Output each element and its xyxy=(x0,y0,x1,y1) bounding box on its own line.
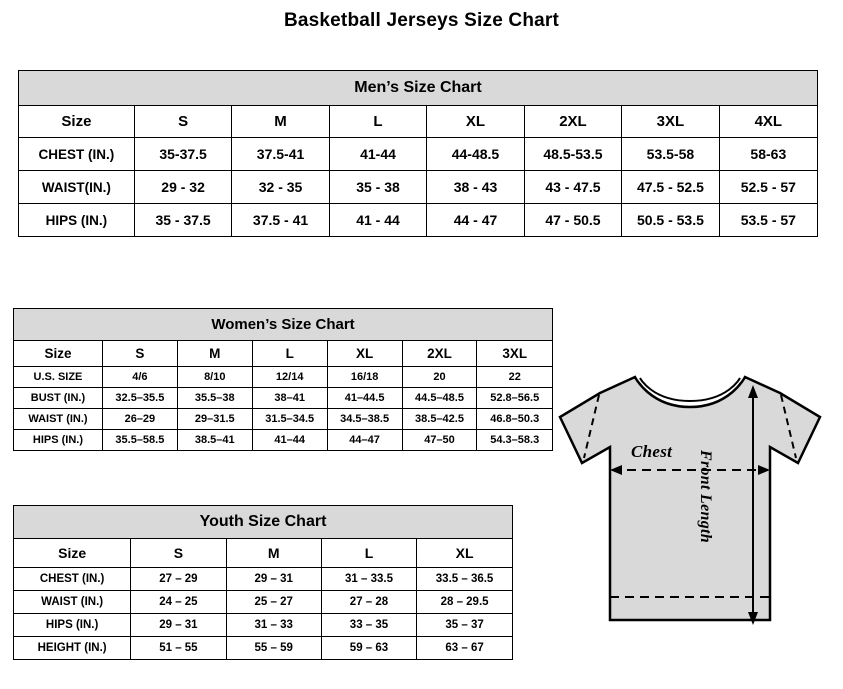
table-row xyxy=(14,591,513,614)
cell: 27 – 28 xyxy=(321,591,416,614)
cell: 55 – 59 xyxy=(226,637,321,660)
cell: 41–44.5 xyxy=(327,388,402,409)
youth-header-row xyxy=(14,539,513,568)
table-row xyxy=(19,171,818,204)
cell: 43 - 47.5 xyxy=(524,171,621,204)
cell: 37.5-41 xyxy=(232,138,329,171)
womens-col-header: L xyxy=(252,341,327,367)
cell: 44.5–48.5 xyxy=(402,388,477,409)
cell: 33 – 35 xyxy=(321,614,416,637)
cell: 44–47 xyxy=(327,430,402,451)
mens-chart-caption: Men’s Size Chart xyxy=(19,71,818,106)
page-title: Basketball Jerseys Size Chart xyxy=(283,10,560,31)
cell: 46.8–50.3 xyxy=(477,409,553,430)
mens-size-chart-table xyxy=(18,70,818,237)
cell: 31 – 33 xyxy=(226,614,321,637)
mens-col-header: 2XL xyxy=(524,106,621,138)
cell: 34.5–38.5 xyxy=(327,409,402,430)
mens-col-header: Size xyxy=(19,106,135,138)
youth-col-header: Size xyxy=(14,539,131,568)
cell: 31 – 33.5 xyxy=(321,568,416,591)
mens-chart-caption-row xyxy=(19,71,818,106)
cell: 35.5–38 xyxy=(177,388,252,409)
womens-header-row xyxy=(14,341,553,367)
womens-col-header: 3XL xyxy=(477,341,553,367)
cell: 33.5 – 36.5 xyxy=(417,568,513,591)
cell: 35 - 38 xyxy=(329,171,426,204)
womens-col-header: Size xyxy=(14,341,103,367)
cell: 4/6 xyxy=(102,367,177,388)
cell: 37.5 - 41 xyxy=(232,204,329,237)
row-label: HIPS (IN.) xyxy=(14,430,103,451)
mens-col-header: 3XL xyxy=(622,106,719,138)
cell: 8/10 xyxy=(177,367,252,388)
cell: 51 – 55 xyxy=(131,637,226,660)
table-row xyxy=(14,637,513,660)
cell: 32 - 35 xyxy=(232,171,329,204)
front-length-label: Front Length xyxy=(697,450,714,543)
row-label: WAIST (IN.) xyxy=(14,591,131,614)
youth-col-header: L xyxy=(321,539,416,568)
cell: 47 - 50.5 xyxy=(524,204,621,237)
cell: 53.5 - 57 xyxy=(719,204,817,237)
mens-col-header: S xyxy=(134,106,231,138)
cell: 59 – 63 xyxy=(321,637,416,660)
mens-col-header: M xyxy=(232,106,329,138)
womens-col-header: XL xyxy=(327,341,402,367)
cell: 26–29 xyxy=(102,409,177,430)
cell: 47–50 xyxy=(402,430,477,451)
cell: 38 - 43 xyxy=(427,171,524,204)
cell: 41–44 xyxy=(252,430,327,451)
cell: 52.8–56.5 xyxy=(477,388,553,409)
table-row xyxy=(19,204,818,237)
row-label: HIPS (IN.) xyxy=(19,204,135,237)
cell: 52.5 - 57 xyxy=(719,171,817,204)
womens-chart-caption-row xyxy=(14,309,553,341)
jersey-measurement-diagram xyxy=(540,365,840,665)
table-row xyxy=(14,367,553,388)
cell: 16/18 xyxy=(327,367,402,388)
youth-col-header: XL xyxy=(417,539,513,568)
mens-header-row xyxy=(19,106,818,138)
womens-col-header: S xyxy=(102,341,177,367)
youth-col-header: M xyxy=(226,539,321,568)
cell: 25 – 27 xyxy=(226,591,321,614)
cell: 38.5–42.5 xyxy=(402,409,477,430)
cell: 41 - 44 xyxy=(329,204,426,237)
cell: 54.3–58.3 xyxy=(477,430,553,451)
cell: 29 - 32 xyxy=(134,171,231,204)
table-row xyxy=(14,430,553,451)
table-row xyxy=(14,568,513,591)
mens-col-header: L xyxy=(329,106,426,138)
table-row xyxy=(14,409,553,430)
cell: 53.5-58 xyxy=(622,138,719,171)
cell: 35 - 37.5 xyxy=(134,204,231,237)
youth-col-header: S xyxy=(131,539,226,568)
row-label: HIPS (IN.) xyxy=(14,614,131,637)
cell: 35.5–58.5 xyxy=(102,430,177,451)
womens-chart-caption: Women’s Size Chart xyxy=(14,309,553,341)
cell: 29–31.5 xyxy=(177,409,252,430)
womens-size-chart-table xyxy=(13,308,553,451)
table-row xyxy=(14,388,553,409)
row-label: CHEST (IN.) xyxy=(19,138,135,171)
cell: 20 xyxy=(402,367,477,388)
cell: 58-63 xyxy=(719,138,817,171)
cell: 48.5-53.5 xyxy=(524,138,621,171)
cell: 63 – 67 xyxy=(417,637,513,660)
youth-chart-caption: Youth Size Chart xyxy=(14,506,513,539)
cell: 41-44 xyxy=(329,138,426,171)
row-label: HEIGHT (IN.) xyxy=(14,637,131,660)
cell: 31.5–34.5 xyxy=(252,409,327,430)
cell: 35 – 37 xyxy=(417,614,513,637)
womens-col-header: 2XL xyxy=(402,341,477,367)
row-label: WAIST(IN.) xyxy=(19,171,135,204)
cell: 12/14 xyxy=(252,367,327,388)
chest-label: Chest xyxy=(631,442,673,461)
youth-size-chart-table xyxy=(13,505,513,660)
cell: 32.5–35.5 xyxy=(102,388,177,409)
cell: 47.5 - 52.5 xyxy=(622,171,719,204)
jersey-outline xyxy=(560,377,820,620)
cell: 50.5 - 53.5 xyxy=(622,204,719,237)
cell: 28 – 29.5 xyxy=(417,591,513,614)
row-label: BUST (IN.) xyxy=(14,388,103,409)
cell: 24 – 25 xyxy=(131,591,226,614)
table-row xyxy=(14,614,513,637)
cell: 29 – 31 xyxy=(131,614,226,637)
mens-col-header: 4XL xyxy=(719,106,817,138)
youth-chart-caption-row xyxy=(14,506,513,539)
womens-col-header: M xyxy=(177,341,252,367)
row-label: CHEST (IN.) xyxy=(14,568,131,591)
cell: 27 – 29 xyxy=(131,568,226,591)
table-row xyxy=(19,138,818,171)
cell: 38–41 xyxy=(252,388,327,409)
cell: 44-48.5 xyxy=(427,138,524,171)
cell: 35-37.5 xyxy=(134,138,231,171)
cell: 22 xyxy=(477,367,553,388)
cell: 38.5–41 xyxy=(177,430,252,451)
row-label: U.S. SIZE xyxy=(14,367,103,388)
row-label: WAIST (IN.) xyxy=(14,409,103,430)
mens-col-header: XL xyxy=(427,106,524,138)
cell: 44 - 47 xyxy=(427,204,524,237)
cell: 29 – 31 xyxy=(226,568,321,591)
